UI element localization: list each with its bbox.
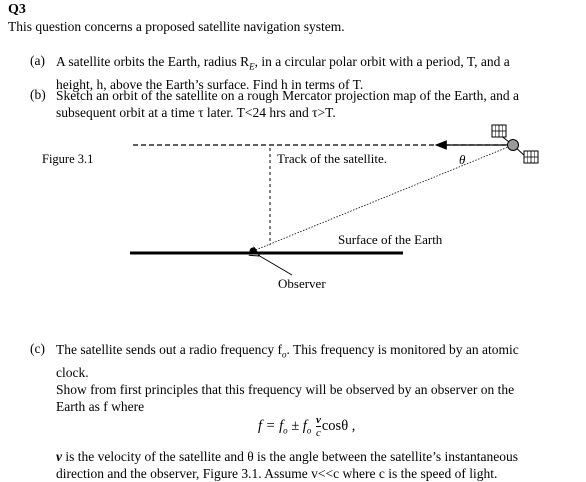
part-a-subscript: E — [249, 61, 255, 72]
closing-line-1-text: is the velocity of the satellite and θ is the angle between the satellite’s instantaneous — [62, 449, 518, 464]
formula-numerator: v — [315, 414, 321, 426]
figure-label: Figure 3.1 — [42, 152, 94, 166]
formula-pm: ± f — [287, 417, 307, 434]
part-a-line-1a: A satellite orbits the Earth, radius R — [56, 54, 250, 69]
part-c-text — [56, 341, 576, 415]
part-b-label: (b) — [30, 87, 46, 102]
part-c-line-1a: The satellite sends out a radio frequency f — [56, 342, 283, 357]
part-c-line-1b: . This frequency is monitored by an atomic — [286, 342, 519, 357]
part-c-line-3: Show from first principles that this frequency will be observed by an observer on the — [56, 381, 515, 397]
part-b-line-1: Sketch an orbit of the satellite on a rough Mercator projection map of the Earth, and a — [56, 88, 519, 103]
closing-v: v — [56, 449, 62, 464]
part-c-line-1 — [56, 341, 576, 364]
closing-text — [56, 448, 581, 482]
surface-label: Surface of the Earth — [338, 232, 443, 247]
solar-panel-top-icon — [492, 125, 506, 137]
formula-denominator: c — [315, 427, 321, 439]
observer-dot — [250, 248, 257, 255]
part-b-line-2: subsequent orbit at a time τ later. T<24 hrs and τ>T. — [56, 105, 336, 120]
part-a-line-2: height, h, above the Earth’s surface. Find h in terms of T. — [56, 76, 364, 92]
question-intro: This question concerns a proposed satellite navigation system. — [8, 19, 345, 34]
part-c-line-4: Earth as f where — [56, 398, 145, 414]
formula-lhs-sub: o — [283, 425, 288, 436]
formula-lhs: f = f — [258, 417, 284, 434]
observer-label: Observer — [278, 276, 326, 291]
track-label: Track of the satellite. — [277, 151, 387, 166]
doppler-formula — [258, 414, 355, 439]
part-c-line-2: clock. — [56, 364, 89, 380]
question-number: Q3 — [8, 2, 26, 17]
part-a-line-1b: , in a circular polar orbit with a period, T, and a — [254, 54, 510, 69]
formula-fraction — [316, 414, 321, 439]
part-c-subscript: o — [282, 349, 287, 360]
formula-pm-sub: o — [306, 425, 312, 436]
theta-label: θ — [459, 152, 466, 167]
satellite-icon — [492, 125, 538, 163]
observer-pointer — [258, 255, 292, 275]
part-a-label: (a) — [30, 53, 45, 68]
closing-line-2: direction and the observer, Figure 3.1. Assume v<<c where c is the speed of light. — [56, 466, 498, 481]
part-c-label: (c) — [30, 341, 45, 356]
closing-line-1 — [56, 448, 581, 465]
solar-panel-bottom-icon — [524, 151, 538, 163]
formula-tail: cosθ , — [321, 417, 356, 434]
